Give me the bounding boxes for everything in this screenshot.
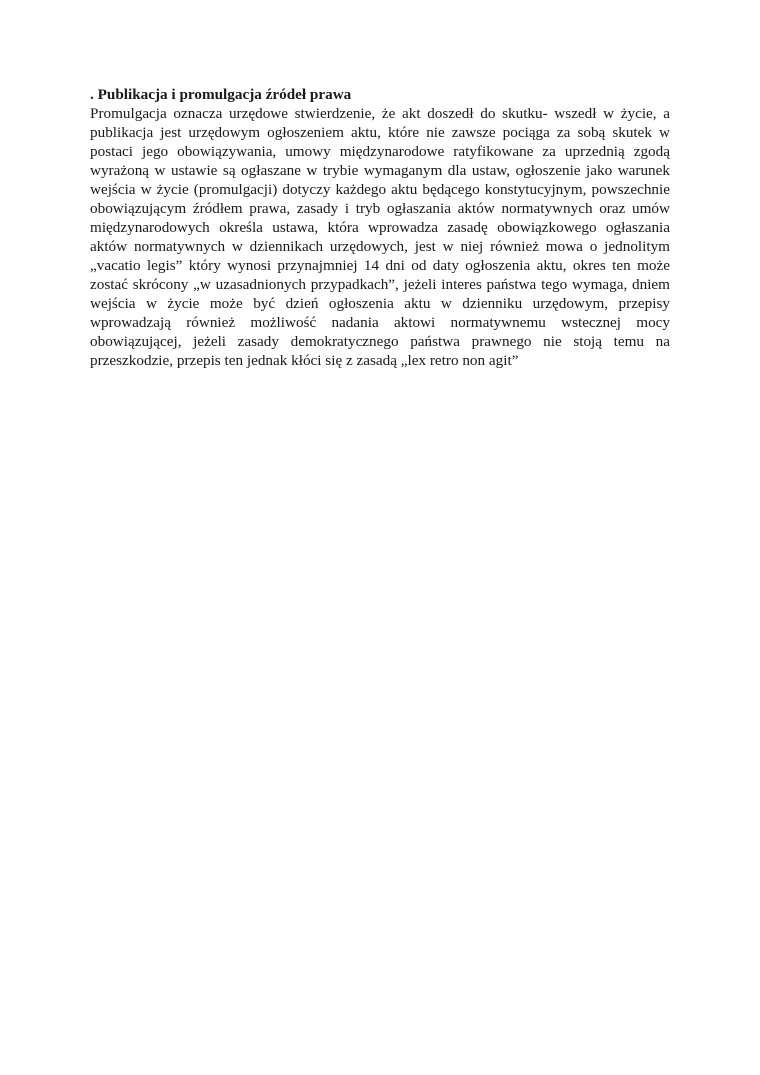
section-heading: . Publikacja i promulgacja źródeł prawa xyxy=(90,86,352,103)
body-paragraph: Promulgacja oznacza urzędowe stwierdzenie, że akt doszedł do skutku- wszedł w życie, a publikacja jest urzędowym ogłoszeniem aktu, które nie zawsze pociąga za sobą skutek w postaci jego obowiązywania, umowy międzynarodowe ratyfikowane za uprzednią zgodą wyrażoną w ustawie są ogłaszane w trybie wymaganym dla ustaw, ogłoszenie jako warunek wejścia w życie (promulgacji) dotyczy każdego aktu będącego konstytucyjnym, powszechnie obowiązującym źródłem prawa, zasady i tryb ogłaszania aktów normatywnych oraz umów międzynarodowych określa ustawa, która wprowadza zasadę obowiązkowego ogłaszania aktów normatywnych w dziennikach urzędowych, jest w niej również mowa o jednolitym „vacatio legis” który wynosi przynajmniej 14 dni od daty ogłoszenia aktu, okres ten może zostać skrócony „w uzasadnionych przypadkach”, jeżeli interes państwa tego wymaga, dniem wejścia w życie może być dzień ogłoszenia aktu w dzienniku urzędowym, przepisy wprowadzają również możliwość nadania aktowi normatywnemu wstecznej mocy obowiązującej, jeżeli zasady demokratycznego państwa prawnego nie stoją temu na przeszkodzie, przepis ten jednak kłóci się z zasadą „lex retro non agit” xyxy=(90,105,670,369)
document-content xyxy=(90,85,670,370)
